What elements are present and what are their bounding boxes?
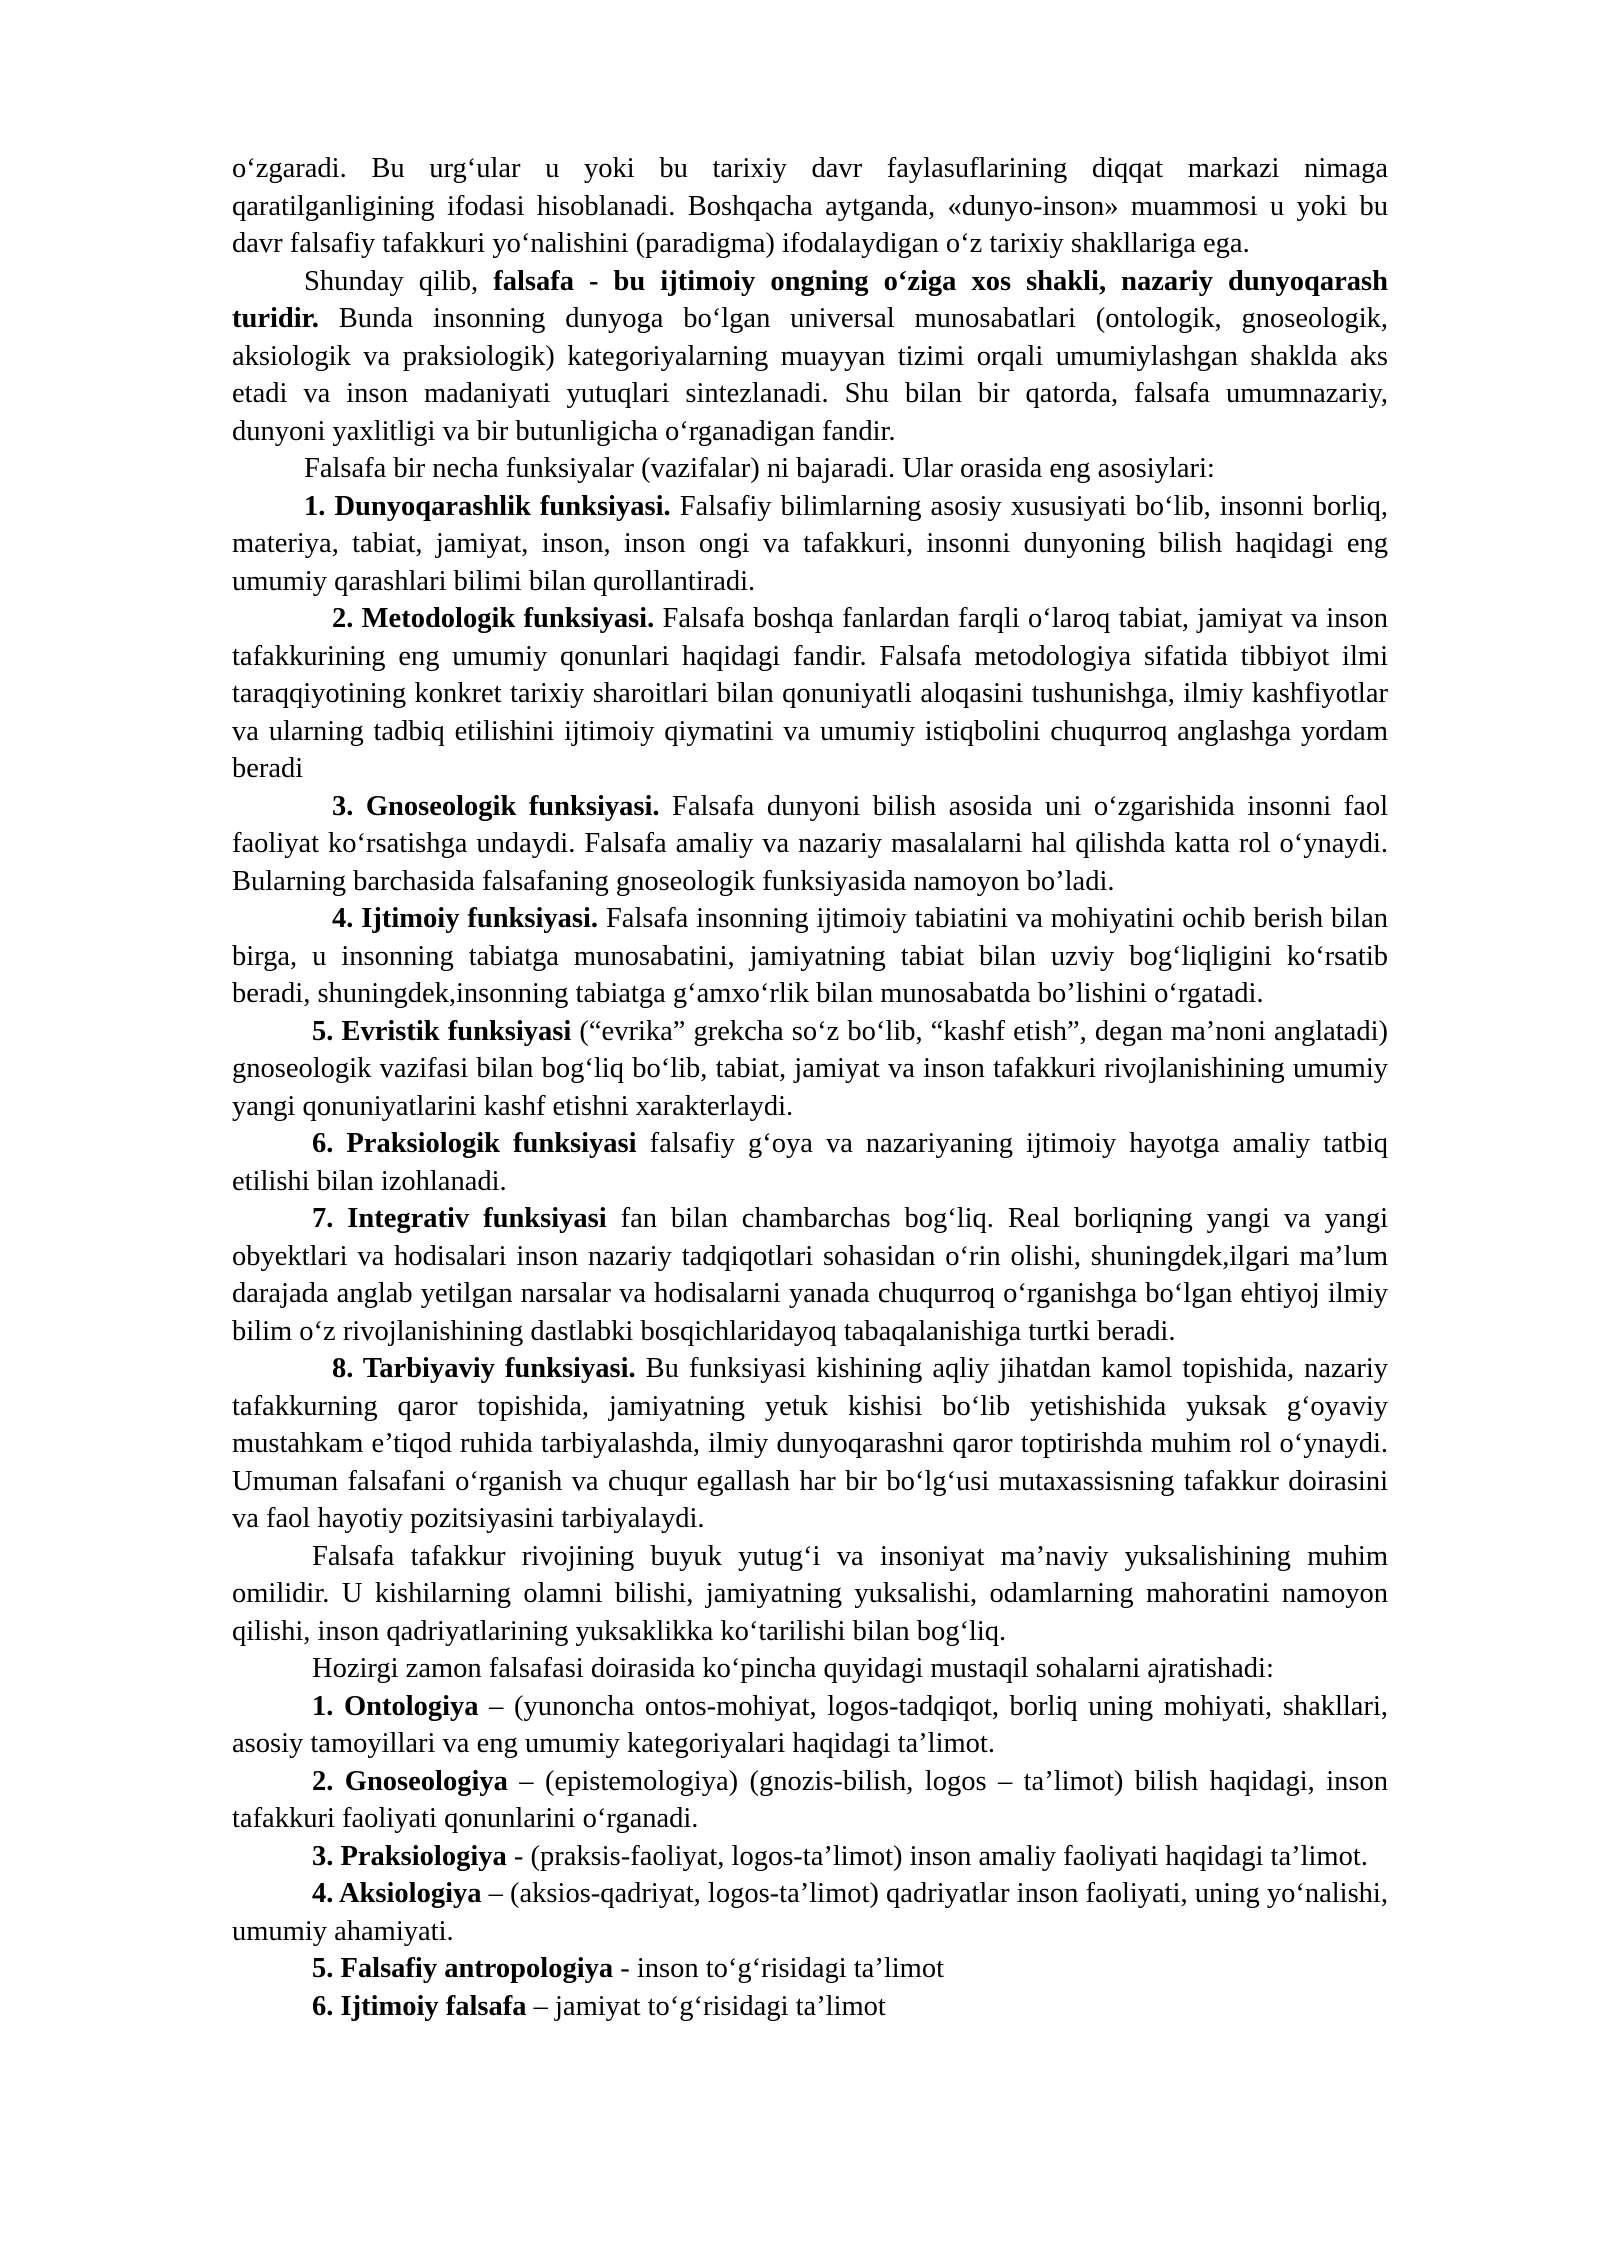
bold-term: 3. Gnoseologik funksiyasi. bbox=[332, 790, 660, 822]
branch-item-1 bbox=[232, 1688, 1388, 1763]
bold-term: 2. Metodologik funksiyasi. bbox=[332, 603, 655, 634]
function-item-6 bbox=[232, 1125, 1388, 1200]
branch-item-6 bbox=[232, 1988, 1388, 2026]
paragraph-branches-intro bbox=[232, 1650, 1388, 1688]
bold-term: 4. Aksiologiya bbox=[312, 1878, 482, 1909]
text-run: Falsafa insonning ijtimoiy tabiatini va mohiyatini ochib berish bilan birga, u insonning tabiatga munosabatini, jamiyatning tabiat bilan uzviy bog‘liqligini ko‘rsatib beradi, shuningdek,insonning tabiatga g‘amxo‘rlik bilan munosabatda bo’lishini o‘rgatadi. bbox=[232, 903, 1388, 1009]
paragraph-conclusion bbox=[232, 1538, 1388, 1651]
bold-term: 6. Praksiologik funksiyasi bbox=[312, 1128, 637, 1159]
text-run: – (yunoncha ontos-mohiyat, logos-tadqiqot, borliq uning mohiyati, shakllari, asosiy tamoyillari va eng umumiy kategoriyalari haqidagi ta’limot. bbox=[232, 1690, 1388, 1759]
function-item-3 bbox=[232, 788, 1388, 901]
bold-term: 5. Falsafiy antropologiya bbox=[312, 1953, 614, 1984]
bold-term: 7. Integrativ funksiyasi bbox=[312, 1203, 607, 1234]
paragraph-functions-intro bbox=[232, 450, 1388, 488]
branch-item-3 bbox=[232, 1838, 1388, 1876]
bold-term: 1. Ontologiya bbox=[312, 1690, 479, 1722]
bold-term: falsafa - bu ijtimoiy ongning o‘ziga xos shakli, nazariy dunyoqarash turidir. bbox=[232, 265, 1388, 334]
text-run: (“evrika” grekcha so‘z bo‘lib, “kashf etish”, degan ma’noni anglatadi) gnoseologik vazifasi bilan bog‘liq bo‘lib, tabiat, jamiyat va inson tafakkuri rivojlanishining umumiy yangi qonuniyatlarini kashf etishni xarakterlaydi. bbox=[232, 1015, 1388, 1122]
text-run: Falsafa bir necha funksiyalar (vazifalar) ni bajaradi. Ular orasida eng asosiylari: bbox=[304, 453, 1215, 484]
text-run: - inson to‘g‘risidagi ta’limot bbox=[613, 1953, 944, 1984]
bold-term: 2. Gnoseologiya bbox=[312, 1765, 508, 1797]
bold-term: 8. Tarbiyaviy funksiyasi. bbox=[332, 1353, 636, 1384]
function-item-7 bbox=[232, 1200, 1388, 1350]
branch-item-4 bbox=[232, 1875, 1388, 1950]
function-item-2 bbox=[232, 600, 1388, 788]
text-run: Falsafa boshqa fanlardan farqli o‘laroq tabiat, jamiyat va inson tafakkurining eng umumiy qonunlari haqidagi fandir. Falsafa metodologiya sifatida tibbiyot ilmi taraqqiyotining konkret tarixiy sharoitlari bilan qonuniyatli aloqasini tushunishga, ilmiy kashfiyotlar va ularning tadbiq etilishini ijtimoiy qiymatini va umumiy istiqbolini chuqurroq anglashga yordam beradi bbox=[232, 603, 1389, 784]
document-page bbox=[232, 150, 1388, 2025]
bold-term: 5. Evristik funksiyasi bbox=[312, 1015, 572, 1047]
text-run: Bu funksiyasi kishining aqliy jihatdan kamol topishida, nazariy tafakkurning qaror topishida, jamiyatning yetuk kishisi bo‘lib yetishishida yuksak g‘oyaviy mustahkam e’tiqod ruhida tarbiyalashda, ilmiy dunyoqarashni qaror toptirishda muhim rol o‘ynaydi. Umuman falsafani o‘rganish va chuqur egallash har bir bo‘lg‘usi mutaxassisning tafakkur doirasini va faol hayotiy pozitsiyasini tarbiyalaydi. bbox=[232, 1353, 1388, 1534]
paragraph bbox=[232, 150, 1388, 263]
text-run: fan bilan chambarchas bog‘liq. Real borliqning yangi va yangi obyektlari va hodisalari inson nazariy tadqiqotlari sohasidan o‘rin olishi, shuningdek,ilgari ma’lum darajada anglab yetilgan narsalar va hodisalarni yanada chuqurroq o‘rganishga bo‘lgan ehtiyoj ilmiy bilim o‘z rivojlanishining dastlabki bosqichlaridayoq tabaqalanishiga turtki beradi. bbox=[232, 1203, 1389, 1347]
paragraph-falsafa-definition bbox=[232, 263, 1388, 451]
text-run: – (epistemologiya) (gnozis-bilish, logos – ta’limot) bilish haqidagi, inson tafakkuri faoliyati qonunlarini o‘rganadi. bbox=[232, 1765, 1388, 1834]
text-run: falsafiy g‘oya va nazariyaning ijtimoiy hayotga amaliy tatbiq etilishi bilan izohlanadi. bbox=[232, 1128, 1388, 1197]
bold-term: 1. Dunyoqarashlik funksiyasi. bbox=[304, 490, 671, 522]
text-run: – (aksios-qadriyat, logos-ta’limot) qadriyatlar inson faoliyati, uning yo‘nalishi, umumiy ahamiyati. bbox=[232, 1878, 1388, 1947]
text-run: Falsafiy bilimlarning asosiy xususiyati bo‘lib, insonni borliq, materiya, tabiat, jamiyat, inson, inson ongi va tafakkuri, insonni dunyoning bilish haqidagi eng umumiy qarashlari bilimi bilan qurollantiradi. bbox=[232, 490, 1388, 597]
text-run: Falsafa tafakkur rivojining buyuk yutug‘i va insoniyat ma’naviy yuksalishining muhim omilidir. U kishilarning olamni bilishi, jamiyatning yuksalishi, odamlarning mahoratini namoyon qilishi, inson qadriyatlarining yuksaklikka ko‘tarilishi bilan bog‘liq. bbox=[232, 1540, 1388, 1647]
bold-term: 3. Praksiologiya bbox=[312, 1840, 507, 1872]
text-run: o‘zgaradi. Bu urg‘ular u yoki bu tarixiy davr faylasuflarining diqqat markazi nimaga qaratilganligining ifodasi hisoblanadi. Boshqacha aytganda, «dunyo-inson» muammosi u yoki bu davr falsafiy tafakkuri yo‘nalishini (paradigma) ifodalaydigan o‘z tarixiy shakllariga ega. bbox=[232, 153, 1388, 259]
function-item-5 bbox=[232, 1013, 1388, 1126]
bold-term: 6. Ijtimoiy falsafa bbox=[312, 1990, 527, 2022]
text-run: Bunda insonning dunyoga bo‘lgan universal munosabatlari (ontologik, gnoseologik, aksiologik va praksiologik) kategoriyalarning muayyan tizimi orqali umumiylashgan shaklda aks etadi va inson madaniyati yutuqlari sintezlanadi. Shu bilan bir qatorda, falsafa umumnazariy, dunyoni yaxlitligi va bir butunligicha o‘rganadigan fandir. bbox=[232, 303, 1388, 447]
bold-term: 4. Ijtimoiy funksiyasi. bbox=[332, 903, 599, 934]
function-item-8 bbox=[232, 1350, 1388, 1538]
branch-item-5 bbox=[232, 1950, 1388, 1988]
text-run: Hozirgi zamon falsafasi doirasida ko‘pincha quyidagi mustaqil sohalarni ajratishadi: bbox=[312, 1653, 1274, 1684]
text-run: - (praksis-faoliyat, logos-ta’limot) inson amaliy faoliyati haqidagi ta’limot. bbox=[506, 1840, 1368, 1872]
branch-item-2 bbox=[232, 1763, 1388, 1838]
text-run: Falsafa dunyoni bilish asosida uni o‘zgarishida insonni faol faoliyat ko‘rsatishga undaydi. Falsafa amaliy va nazariy masalalarni hal qilishda katta rol o‘ynaydi. Bularning barchasida falsafaning gnoseologik funksiyasida namoyon bo’ladi. bbox=[232, 790, 1388, 897]
text-run: – jamiyat to‘g‘risidagi ta’limot bbox=[526, 1990, 886, 2022]
text-run: Shunday qilib, bbox=[304, 265, 494, 297]
function-item-4 bbox=[232, 900, 1388, 1013]
function-item-1 bbox=[232, 488, 1388, 601]
